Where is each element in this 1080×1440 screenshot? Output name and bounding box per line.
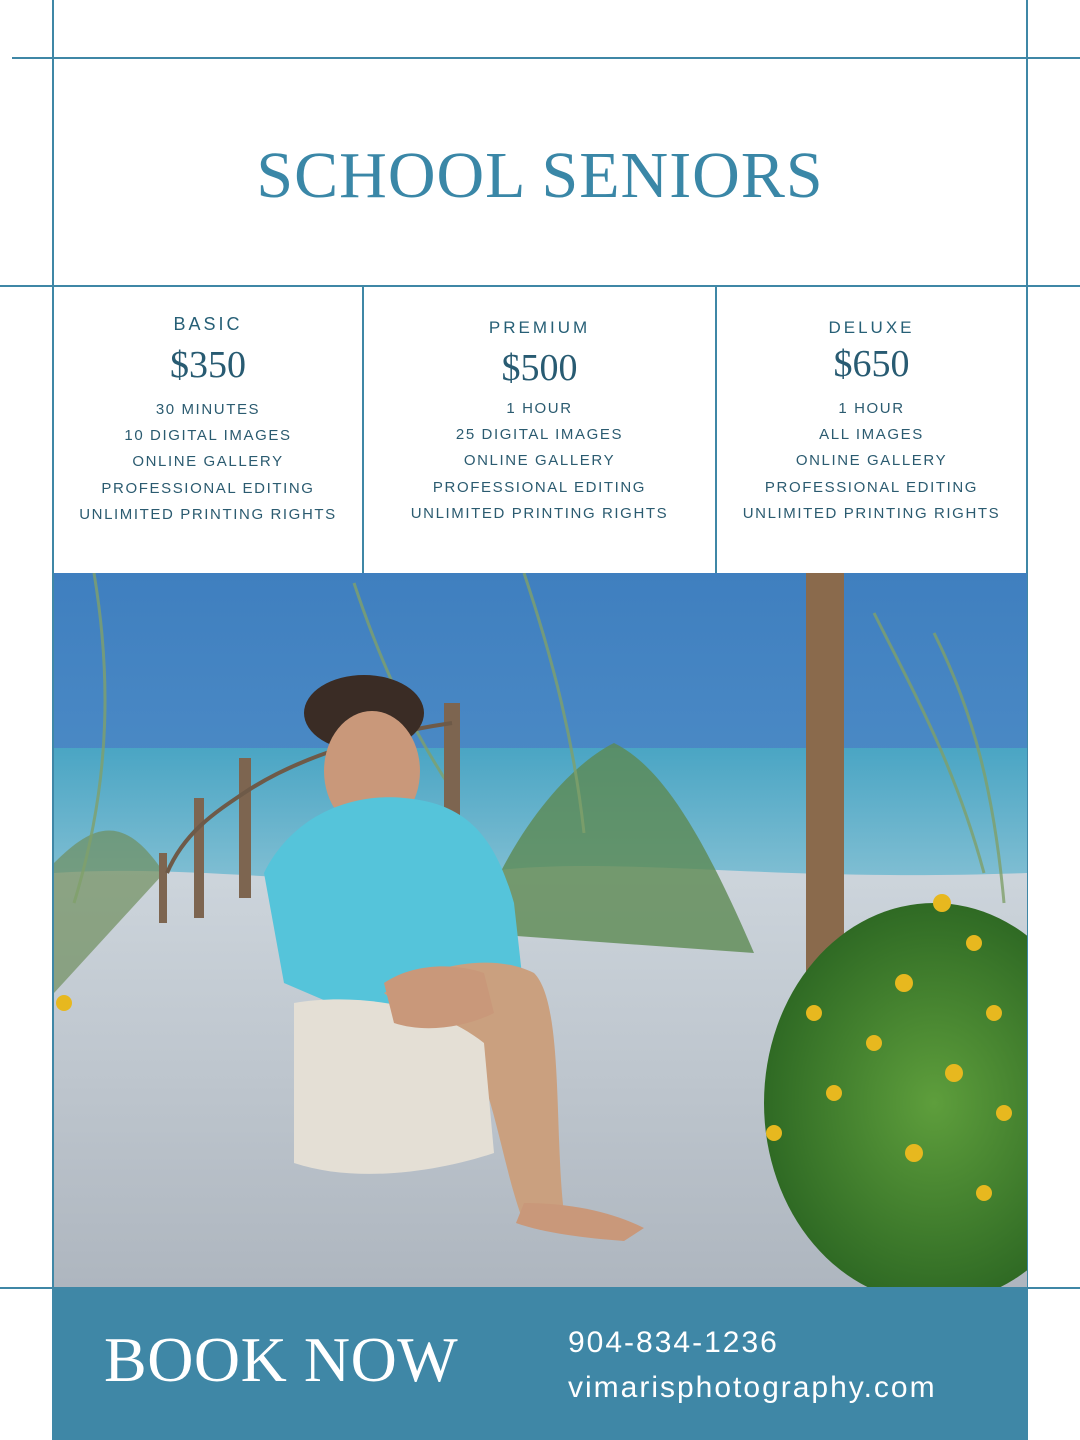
page-title: SCHOOL SENIORS <box>256 139 824 212</box>
package-premium <box>364 290 715 572</box>
frame-line-header-bottom <box>0 285 1080 287</box>
senior-portrait-photo <box>54 573 1027 1287</box>
package-price: $350 <box>170 344 246 386</box>
package-features <box>54 397 362 528</box>
feature-item: ONLINE GALLERY <box>132 453 284 471</box>
feature-item: 25 DIGITAL IMAGES <box>455 426 624 444</box>
package-name: BASIC <box>173 314 243 334</box>
package-price: $500 <box>501 347 578 389</box>
feature-item: 10 DIGITAL IMAGES <box>124 427 292 445</box>
feature-item: UNLIMITED PRINTING RIGHTS <box>79 505 337 523</box>
package-price: $650 <box>833 343 910 385</box>
feature-item: 30 MINUTES <box>155 401 261 418</box>
frame-line-top <box>12 57 1080 59</box>
feature-item: UNLIMITED PRINTING RIGHTS <box>742 504 1001 522</box>
book-now-label[interactable]: BOOK NOW <box>104 1324 459 1395</box>
feature-item: 1 HOUR <box>838 400 905 417</box>
feature-item: ONLINE GALLERY <box>463 452 616 470</box>
feature-item: PROFESSIONAL EDITING <box>101 479 315 497</box>
feature-item: PROFESSIONAL EDITING <box>432 478 647 496</box>
phone-number[interactable]: 904-834-1236 <box>568 1326 779 1359</box>
book-now-banner[interactable] <box>54 1289 1027 1440</box>
package-name: PREMIUM <box>488 318 591 337</box>
feature-item: PROFESSIONAL EDITING <box>764 478 979 496</box>
package-features <box>364 396 715 527</box>
package-basic <box>54 290 362 572</box>
feature-item: UNLIMITED PRINTING RIGHTS <box>410 504 669 522</box>
package-features <box>717 396 1026 527</box>
feature-item: ALL IMAGES <box>819 426 924 444</box>
website-link[interactable]: vimarisphotography.com <box>568 1371 937 1404</box>
feature-item: ONLINE GALLERY <box>795 452 948 470</box>
feature-item: 1 HOUR <box>506 400 573 417</box>
package-deluxe <box>717 290 1026 572</box>
package-name: DELUXE <box>828 318 915 337</box>
